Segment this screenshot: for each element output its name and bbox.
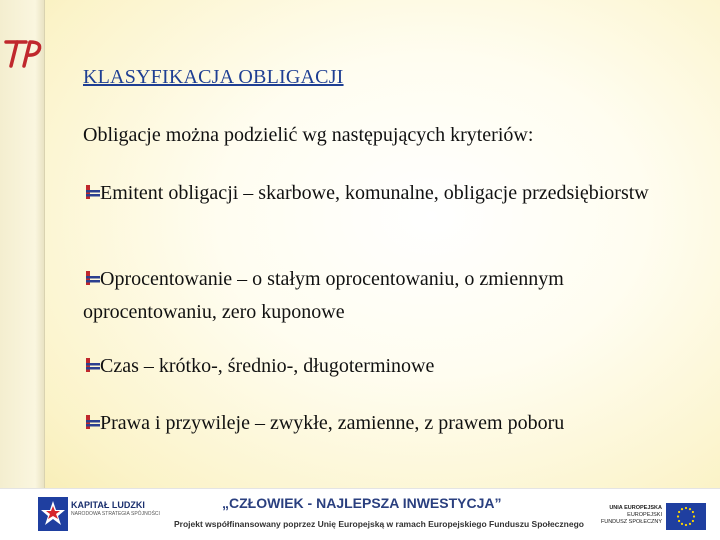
bullet-marker-icon bbox=[83, 184, 100, 200]
bullet-text: Czas – krótko-, średnio-, długoterminowe bbox=[100, 355, 435, 377]
bullet-emitent bbox=[83, 177, 683, 210]
bullet-text: Oprocentowanie – o stałym oprocentowaniu, o zmiennym oprocentowaniu, zero kuponowe bbox=[83, 268, 564, 323]
bullet-prawa bbox=[83, 407, 683, 440]
bullet-oprocentowanie bbox=[83, 263, 683, 329]
eu-line-3: FUNDUSZ SPOŁECZNY bbox=[600, 519, 662, 525]
eu-label bbox=[596, 505, 662, 526]
tp-logo-icon bbox=[4, 36, 44, 70]
bullet-marker-icon bbox=[83, 414, 100, 430]
bullet-marker-icon bbox=[83, 270, 100, 286]
project-note: Projekt współfinansowany poprzez Unię Europejską w ramach Europejskiego Funduszu Społecznego bbox=[174, 519, 584, 529]
left-sidebar-strip bbox=[0, 0, 45, 540]
bullet-czas bbox=[83, 350, 683, 383]
kapital-ludzki-title: KAPITAŁ LUDZKI bbox=[71, 500, 145, 510]
slide-title: KLASYFIKACJA OBLIGACJI bbox=[83, 66, 344, 88]
bullet-marker-icon bbox=[83, 357, 100, 373]
eu-line-1: UNIA EUROPEJSKA bbox=[609, 505, 662, 511]
eu-line-2: EUROPEJSKI bbox=[627, 512, 662, 518]
bullet-text: Emitent obligacji – skarbowe, komunalne, obligacje przedsiębiorstw bbox=[100, 182, 649, 204]
slogan: „CZŁOWIEK - NAJLEPSZA INWESTYCJA” bbox=[222, 495, 502, 511]
kapital-ludzki-subtitle: NARODOWA STRATEGIA SPÓJNOŚCI bbox=[71, 511, 160, 517]
eu-flag-icon bbox=[666, 503, 706, 530]
intro-text: Obligacje można podzielić wg następujących kryteriów: bbox=[83, 124, 534, 146]
bullet-text: Prawa i przywileje – zwykłe, zamienne, z prawem poboru bbox=[100, 412, 565, 434]
kapital-ludzki-logo-icon bbox=[38, 497, 68, 531]
footer-banner bbox=[0, 488, 720, 540]
